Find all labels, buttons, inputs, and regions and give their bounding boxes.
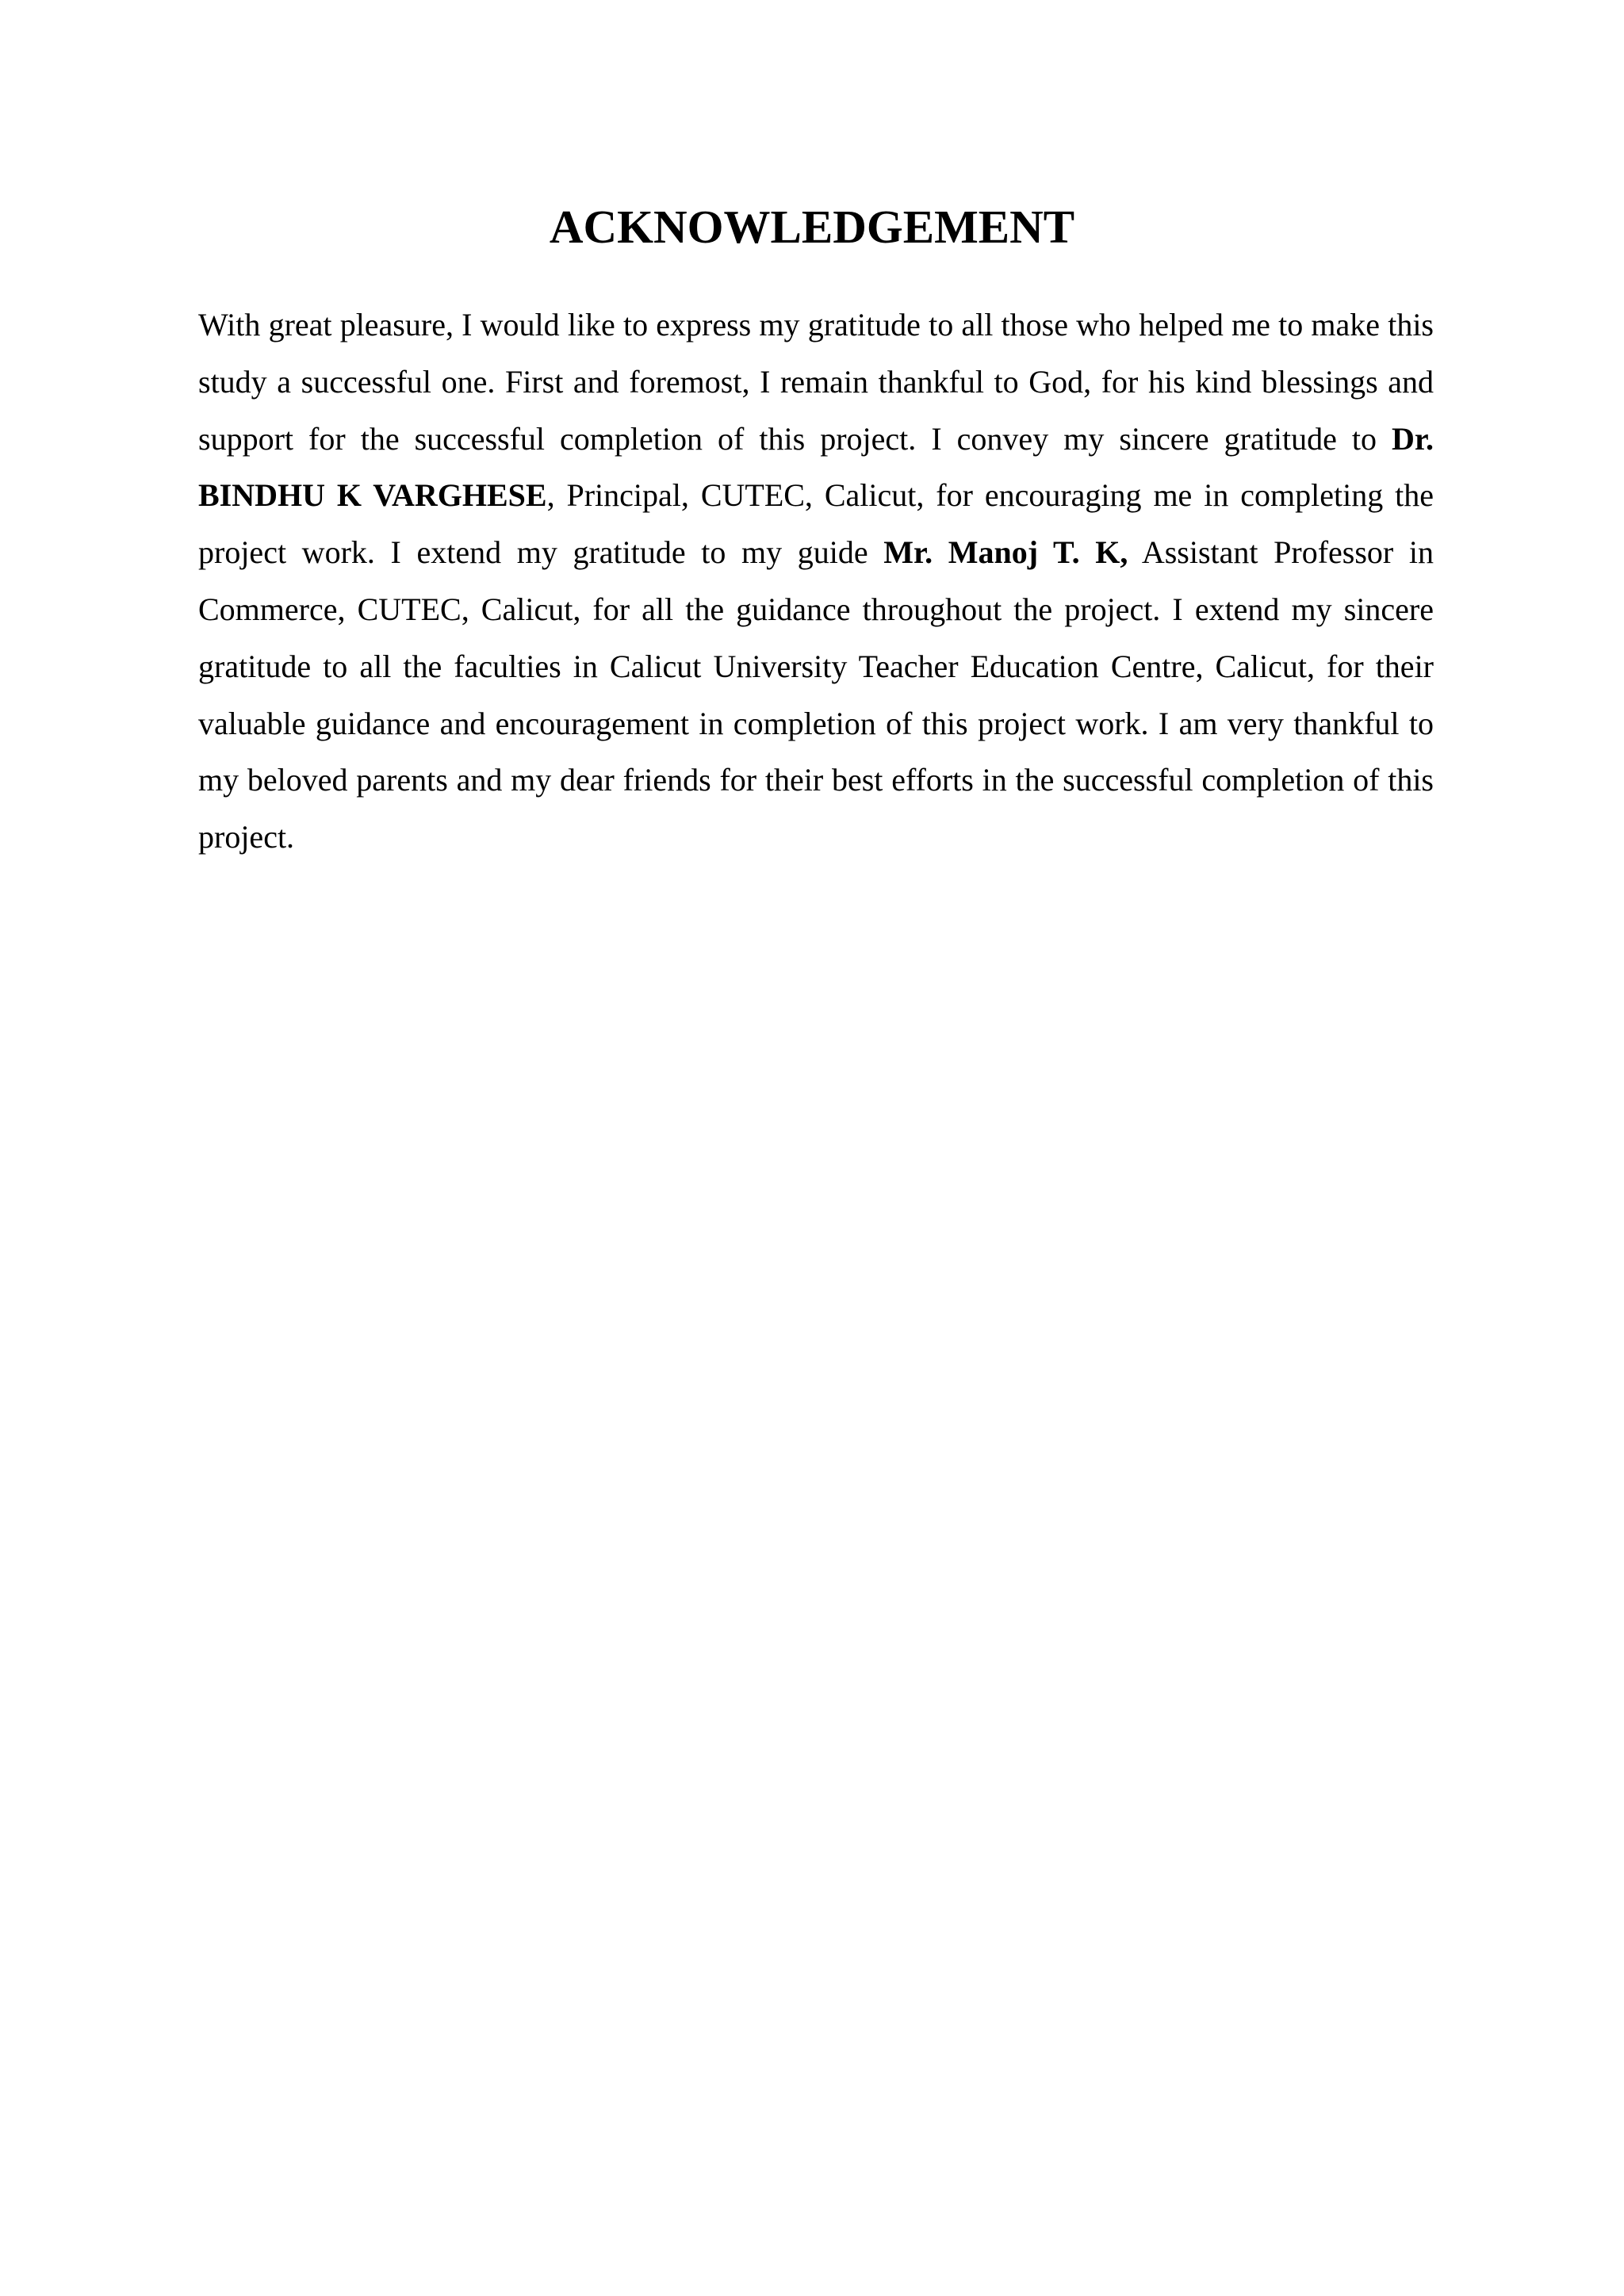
guide-name: Mr. Manoj T. K,: [883, 534, 1128, 571]
paragraph-text-part-1: With great pleasure, I would like to express my gratitude to all those who helped me to make this study a successful one. First and foremost, I remain thankful to God, for his kind blessings and support for the successful completion of this project. I convey my sincere gratitude to: [198, 307, 1434, 457]
acknowledgement-paragraph: [198, 297, 1434, 866]
paragraph-text-part-2: , Principal, CUTEC, Calicut, for encouraging me in completing the project work. I extend my gratitude to my guide: [198, 477, 1434, 571]
principal-name: Dr. BINDHU K VARGHESE: [198, 420, 1434, 514]
paragraph-text-part-3: Assistant Professor in Commerce, CUTEC, Calicut, for all the guidance throughout the project. I extend my sincere gratitude to all the faculties in Calicut University Teacher Education Centre, Calicut, for their valuable guidance and encouragement in completion of this project work. I am very thankful to my beloved parents and my dear friends for their best efforts in the successful completion of this project.: [198, 534, 1434, 855]
page-title: ACKNOWLEDGEMENT: [549, 201, 1075, 253]
